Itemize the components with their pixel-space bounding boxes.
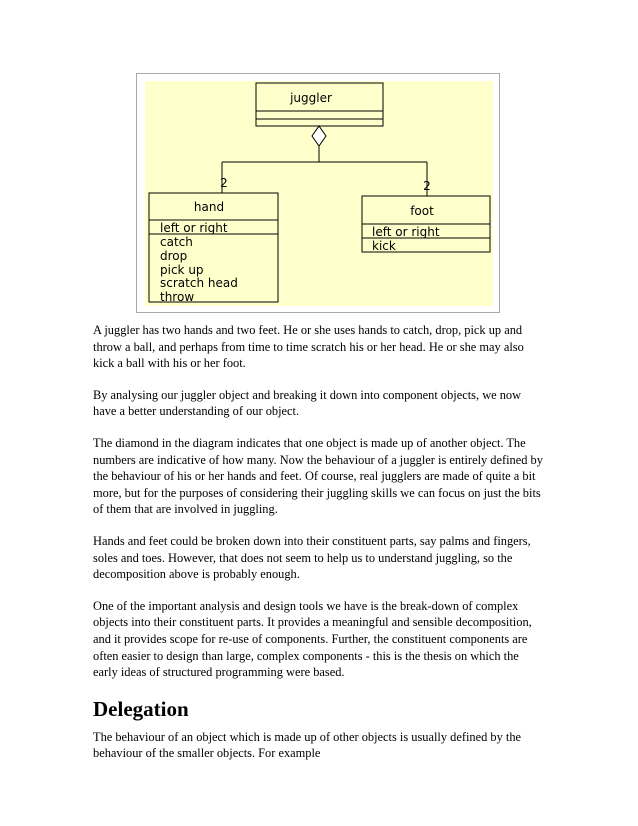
document-body <box>93 322 545 777</box>
hand-operation-0: catch <box>160 235 193 249</box>
foot-multiplicity: 2 <box>423 179 431 193</box>
uml-diagram-canvas <box>137 74 501 314</box>
hand-multiplicity: 2 <box>220 176 228 190</box>
paragraph-6: The behaviour of an object which is made up of other objects is usually defined by the behaviour of the smaller objects. For example <box>93 729 522 761</box>
uml-diagram <box>136 73 500 313</box>
foot-operation-0: kick <box>372 239 396 253</box>
paragraph-5: One of the important analysis and design tools we have is the break-down of complex objects into their constituent parts. It provides a meaningful and sensible decomposition, and it provides scope for re-use of components. Further, the constituent components are often easier to design than large, complex components - this is the thesis on which the early ideas of structured programming were based. <box>93 598 532 680</box>
section-heading: Delegation <box>93 696 189 721</box>
juggler-class-name: juggler <box>290 91 332 105</box>
hand-operation-1: drop <box>160 249 188 263</box>
foot-attribute-0: left or right <box>372 225 440 239</box>
hand-operation-3: scratch head <box>160 276 238 290</box>
foot-class-name: foot <box>410 204 434 218</box>
paragraph-3: The diamond in the diagram indicates that one object is made up of another object. The numbers are indicative of how many. Now the behaviour of a juggler is entirely defined by the behaviour of his or her hands and feet. Of course, real jugglers are made of quite a bit more, but for the purposes of considering their juggling skills we can focus on just the bits of them that are involved in juggling. <box>93 435 543 517</box>
hand-class-name: hand <box>193 200 225 214</box>
hand-attribute-0: left or right <box>160 221 228 235</box>
hand-operation-2: pick up <box>160 263 204 277</box>
hand-operation-4: throw <box>160 290 195 304</box>
paragraph-2: By analysing our juggler object and breaking it down into component objects, we now have a better understanding of our object. <box>93 387 522 419</box>
paragraph-4: Hands and feet could be broken down into their constituent parts, say palms and fingers, soles and toes. However, that does not seem to help us to understand juggling, so the decomposition above is probably enough. <box>93 533 531 582</box>
paragraph-1: A juggler has two hands and two feet. He or she uses hands to catch, drop, pick up and throw a ball, and perhaps from time to time scratch his or her head. He or she may also kick a ball with his or her foot. <box>93 323 524 371</box>
